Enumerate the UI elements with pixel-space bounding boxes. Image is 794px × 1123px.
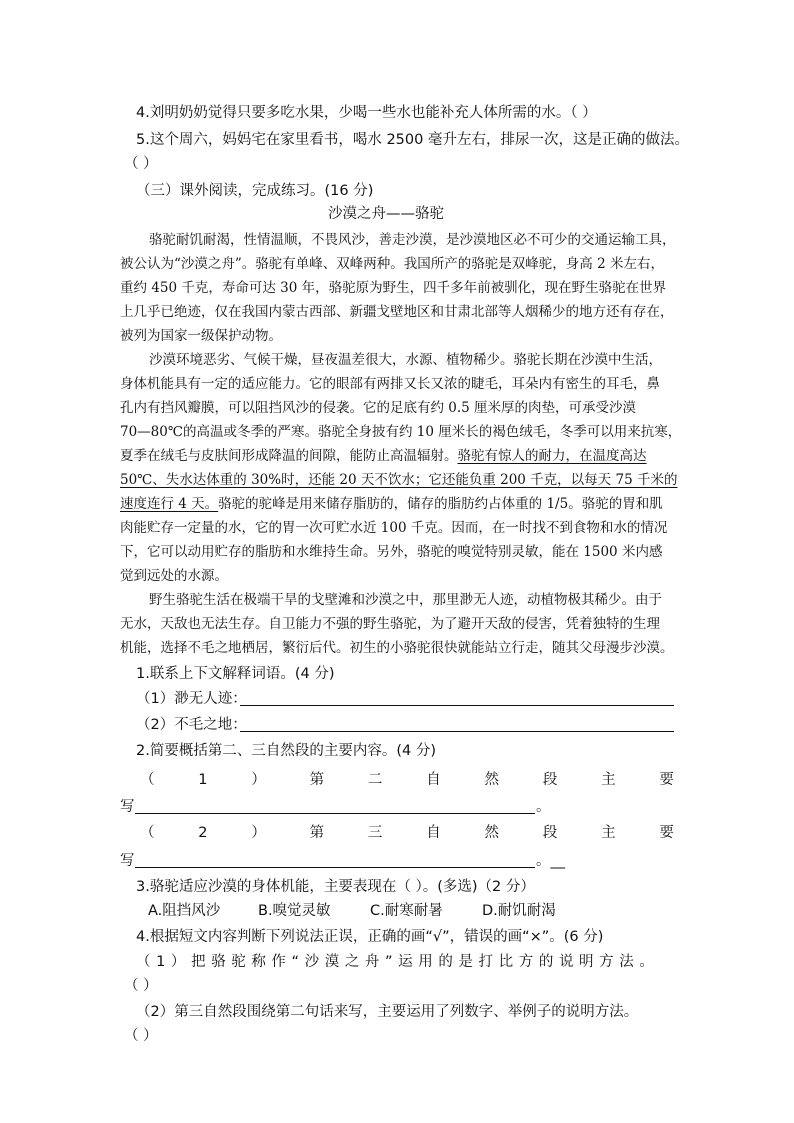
passage-p3-line: 无水，天敌也无法生存。自卫能力不强的野生骆驼，为了避开天敌的侵害，凭着独特的生理 bbox=[120, 616, 660, 632]
question-4-statement-1: （1）把骆驼称作“沙漠之舟”运用的是打比方的说明方法。 bbox=[136, 954, 660, 970]
question-4-statement-2: （2）第三自然段围绕第二句话来写，主要运用了列数字、举例子的说明方法。 bbox=[136, 1004, 639, 1020]
question-1b-label: （2）不毛之地： bbox=[136, 717, 247, 733]
passage-p2-line: 下，它可以动用贮存的脂肪和水维持生命。另外，骆驼的嗅觉特别灵敏，能在 1500 米内感 bbox=[120, 544, 663, 560]
question-2b-label bbox=[140, 824, 674, 842]
section-heading: （三）课外阅读，完成练习。(16 分) bbox=[136, 183, 374, 199]
question-5-statement: 5.这个周六，妈妈宅在家里看书，喝水 2500 毫升左右，排尿一次，这是正确的做法。 bbox=[136, 132, 689, 148]
question-3-prompt: 3.骆驼适应沙漠的身体机能，主要表现在（ ）。(多选)（2 分） bbox=[136, 879, 535, 895]
question-2a-label bbox=[140, 771, 674, 789]
question-4-1-answer-parens[interactable]: （ ） bbox=[124, 978, 158, 994]
label-char: （ bbox=[140, 825, 155, 841]
question-2a-answer-line[interactable] bbox=[135, 799, 535, 814]
passage-p1-line: 被列为国家一级保护动物。 bbox=[120, 328, 282, 344]
question-1-prompt: 1.联系上下文解释词语。(4 分) bbox=[136, 666, 335, 682]
label-char: 二 bbox=[367, 772, 383, 788]
question-4-prompt: 4.根据短文内容判断下列说法正误，正确的画“√”，错误的画“×”。(6 分) bbox=[136, 929, 604, 945]
question-1b-answer-line[interactable] bbox=[240, 717, 674, 732]
question-1a-label: （1）渺无人迹： bbox=[136, 691, 247, 707]
passage-p2-line: 孔内有挡风瓣膜，可以阻挡风沙的侵袭。它的足底有约 0.5 厘米厚的肉垫，可承受沙漠 bbox=[120, 400, 637, 416]
question-2a-period: 。 bbox=[536, 799, 551, 815]
question-2b-answer-line[interactable] bbox=[135, 853, 535, 868]
label-char: 2 bbox=[198, 825, 208, 841]
passage-p2-line: 70—80℃的高温或冬季的严寒。骆驼全身披有约 10 厘米长的褐色绒毛，冬季可以用来抗寒， bbox=[120, 424, 682, 440]
label-char: 第 bbox=[309, 772, 325, 788]
underlined-sentence: 骆驼有惊人的耐力，在温度高达 bbox=[457, 448, 647, 464]
question-4-2-answer-parens[interactable]: （ ） bbox=[124, 1028, 158, 1044]
question-3-option-a[interactable]: A.阻挡风沙 bbox=[148, 903, 221, 919]
label-char: 要 bbox=[659, 772, 674, 788]
question-2-prompt: 2.简要概括第二、三自然段的主要内容。(4 分) bbox=[136, 743, 436, 759]
question-3-option-c[interactable]: C.耐寒耐暑 bbox=[370, 903, 443, 919]
passage-p1-line: 被公认为“沙漠之舟”。骆驼有单峰、双峰两种。我国所产的骆驼是双峰驼，身高 2 米左右， bbox=[120, 256, 664, 272]
question-3-option-d[interactable]: D.耐饥耐渴 bbox=[482, 903, 556, 919]
label-char: 要 bbox=[659, 825, 674, 841]
passage-p3-line: 野生骆驼生活在极端干旱的戈壁滩和沙漠之中，那里渺无人迹，动植物极其稀少。由于 bbox=[149, 592, 662, 608]
passage-p2-line: 肉能贮存一定量的水，它的胃一次可贮水近 100 千克。因而，在一时找不到食物和水的情况 bbox=[120, 520, 668, 536]
label-char: 自 bbox=[426, 825, 441, 841]
question-3-option-b[interactable]: B.嗅觉灵敏 bbox=[258, 903, 331, 919]
passage-p2-text: 夏季在绒毛与皮肤间形成降温的间隙，能防止高温辐射。 bbox=[120, 448, 458, 464]
question-2b-write-label: 写 bbox=[120, 853, 135, 869]
passage-p1-line: 重约 450 千克，寿命可达 30 年，骆驼原为野生，四千多年前被驯化，现在野生骆驼在世界 bbox=[120, 280, 667, 296]
question-1a-answer-line[interactable] bbox=[240, 691, 674, 706]
passage-p3-line: 机能，选择不毛之地栖居，繁衍后代。初生的小骆驼很快就能站立行走，随其父母漫步沙漠。 bbox=[120, 640, 674, 656]
label-char: 三 bbox=[367, 825, 383, 841]
question-2b-period: 。__ bbox=[536, 853, 565, 869]
label-char: 段 bbox=[542, 772, 558, 788]
passage-p1-line: 骆驼耐饥耐渴，性情温顺，不畏风沙，善走沙漠，是沙漠地区必不可少的交通运输工具， bbox=[149, 232, 676, 248]
label-char: 然 bbox=[484, 772, 500, 788]
label-char: ） bbox=[251, 825, 266, 841]
passage-title: 沙漠之舟——骆驼 bbox=[328, 206, 444, 222]
passage-p2-line bbox=[120, 447, 647, 465]
question-5-answer-parens[interactable]: （ ） bbox=[124, 156, 158, 172]
underlined-sentence: 50℃、失水达体重的 30%时，还能 20 天不饮水；它还能负重 200 千克，以每天 75 千米的 bbox=[120, 472, 678, 488]
passage-p2-text: 骆驼的驼峰是用来储存脂肪的，储存的脂肪约占体重的 1/5。骆驼的胃和肌 bbox=[218, 496, 663, 512]
passage-p2-line bbox=[120, 495, 663, 513]
label-char: 段 bbox=[542, 825, 558, 841]
label-char: 第 bbox=[309, 825, 325, 841]
label-char: 然 bbox=[484, 825, 500, 841]
passage-p2-line: 身体机能具有一定的适应能力。它的眼部有两排又长又浓的睫毛，耳朵内有密生的耳毛，鼻 bbox=[120, 376, 660, 392]
passage-p1-line: 上几乎已绝迹，仅在我国内蒙古西部、新疆戈壁地区和甘肃北部等人烟稀少的地方还有存在， bbox=[120, 304, 674, 320]
label-char: 1 bbox=[198, 772, 208, 788]
label-char: （ bbox=[140, 772, 155, 788]
label-char: 自 bbox=[426, 772, 441, 788]
underlined-sentence: 速度连行 4 天。 bbox=[120, 496, 219, 512]
label-char: 主 bbox=[601, 825, 616, 841]
question-4-statement: 4.刘明奶奶觉得只要多吃水果，少喝一些水也能补充人体所需的水。（ ） bbox=[136, 105, 597, 121]
passage-p2-line: 沙漠环境恶劣、气候干燥，昼夜温差很大，水源、植物稀少。骆驼长期在沙漠中生活， bbox=[149, 352, 662, 368]
label-char: 主 bbox=[601, 772, 616, 788]
label-char: ） bbox=[251, 772, 266, 788]
question-2a-write-label: 写 bbox=[120, 799, 135, 815]
passage-p2-line: 觉到远处的水源。 bbox=[120, 568, 228, 584]
